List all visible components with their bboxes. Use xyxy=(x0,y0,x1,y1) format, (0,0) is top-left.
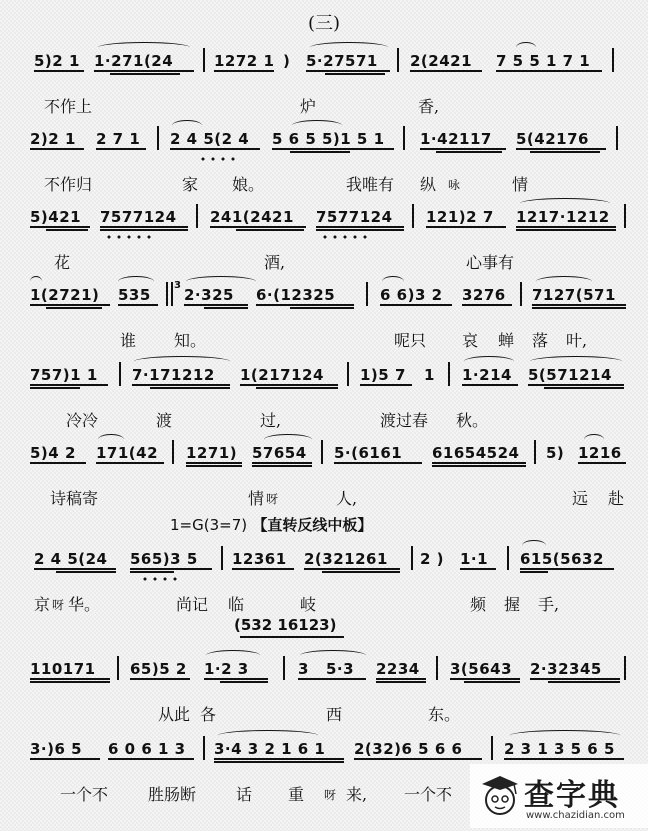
lyric: 蝉 xyxy=(498,331,515,350)
note-group: 2)2 1 xyxy=(30,130,76,148)
bar-line xyxy=(119,362,121,386)
note-group: 5)4 2 xyxy=(30,444,76,462)
scholar-icon xyxy=(478,770,522,822)
lyric: 京 xyxy=(34,595,51,614)
note-group: 535 xyxy=(118,286,151,304)
note-group: 615(5632 xyxy=(520,550,604,568)
note-group: 1216 xyxy=(578,444,622,462)
note-group: 5)2 1 xyxy=(34,52,80,70)
notation-line xyxy=(0,48,648,74)
lyric: 从此 xyxy=(158,705,191,724)
note-group: 5) xyxy=(546,444,565,462)
bracket-notes: (532 16123) xyxy=(234,616,337,634)
note-group: 3(5643 xyxy=(450,660,513,678)
lyric: 握 xyxy=(504,595,521,614)
lyric: 渡 xyxy=(156,411,173,430)
lyric: 华。 xyxy=(68,595,101,614)
note-group: 2 4 5(24 xyxy=(34,550,108,568)
note-group: 5·3 xyxy=(326,660,355,678)
lyric: 不作上 xyxy=(44,97,93,116)
note-group: 3·4 3 2 1 6 1 xyxy=(214,740,326,758)
note-group: 2234 xyxy=(376,660,420,678)
watermark-logo xyxy=(470,764,648,828)
note-group: 5 6 5 5)1 5 1 xyxy=(272,130,385,148)
note-group: 2(2421 xyxy=(410,52,473,70)
note-group: 1(2721) xyxy=(30,286,100,304)
note-group: 7577124 xyxy=(316,208,393,226)
note-group: 65)5 2 xyxy=(130,660,187,678)
lyric: 频 xyxy=(470,595,487,614)
lyric: 谁 xyxy=(120,331,137,350)
lyric: 咏 xyxy=(448,178,461,192)
bar-line xyxy=(491,736,493,760)
watermark-title: 查字典 xyxy=(524,778,620,813)
bar-line xyxy=(172,440,174,464)
staff-system-2 xyxy=(0,126,648,204)
bar-line xyxy=(612,48,614,72)
note-group: 1(217124 xyxy=(240,366,324,384)
lyric: 哀 xyxy=(462,331,479,350)
notation-line xyxy=(0,362,648,388)
notation-line xyxy=(0,736,648,762)
lyric: 各 xyxy=(200,705,217,724)
lyric: 呀 xyxy=(266,492,279,506)
bar-line xyxy=(203,736,205,760)
notation-line xyxy=(0,126,648,152)
note-group: 5)421 xyxy=(30,208,82,226)
note-group: 171(42 xyxy=(96,444,159,462)
bar-line xyxy=(157,126,159,150)
lyric: 落 xyxy=(532,331,549,350)
note-group: 6 6)3 2 xyxy=(380,286,443,304)
watermark-url: www.chazidian.com xyxy=(526,810,625,821)
bar-line xyxy=(448,362,450,386)
lyric: 临 xyxy=(228,595,245,614)
lyric: 赴 xyxy=(608,489,625,508)
bar-line xyxy=(624,204,626,228)
bar-line xyxy=(366,282,368,306)
lyric: 来, xyxy=(346,785,368,804)
lyric: 一个不 xyxy=(60,785,109,804)
note-group: 6 0 6 1 3 xyxy=(108,740,186,758)
lyric: 重 xyxy=(288,785,305,804)
lyric: 叶, xyxy=(566,331,588,350)
bar-line xyxy=(507,546,509,570)
bar-line xyxy=(117,656,119,680)
note-group: 1 xyxy=(424,366,435,384)
note-group: 2 3 1 3 5 6 5 xyxy=(504,740,615,758)
lyric: 呀 xyxy=(52,598,65,612)
note-group: 2(321261 xyxy=(304,550,388,568)
note-group: 2·325 xyxy=(184,286,234,304)
lyric: 诗稿寄 xyxy=(50,489,99,508)
bar-line xyxy=(203,48,205,72)
bar-line xyxy=(616,126,618,150)
note-group: 1·1 xyxy=(460,550,489,568)
lyric: 炉 xyxy=(300,97,317,116)
note-group: 1217·1212 xyxy=(516,208,610,226)
notation-line xyxy=(0,546,648,572)
note-group: 757)1 1 xyxy=(30,366,98,384)
note-group: 110171 xyxy=(30,660,96,678)
note-group: 3·)6 5 xyxy=(30,740,83,758)
note-group: 12361 xyxy=(232,550,287,568)
lyric: 家 xyxy=(182,175,199,194)
lyric: 过, xyxy=(260,411,282,430)
note-group: 7577124 xyxy=(100,208,177,226)
bar-line xyxy=(283,656,285,680)
note-group: 5·(6161 xyxy=(334,444,403,462)
lyric: 手, xyxy=(538,595,560,614)
lyric: 人, xyxy=(336,489,358,508)
lyric: 我唯有 xyxy=(346,175,395,194)
bar-line xyxy=(624,656,626,680)
notation-line xyxy=(0,282,648,308)
note-group: 5(571214 xyxy=(528,366,612,384)
lyric: 冷冷 xyxy=(66,411,99,430)
lyric: 酒, xyxy=(264,253,286,272)
lyric: 呢只 xyxy=(394,331,427,350)
note-group: 3 xyxy=(298,660,309,678)
bar-line xyxy=(321,440,323,464)
bar-line xyxy=(534,440,536,464)
note-group: 1·42117 xyxy=(420,130,492,148)
note-group: 565)3 5 xyxy=(130,550,198,568)
lyric: 花 xyxy=(54,253,71,272)
staff-system-3 xyxy=(0,204,648,282)
lyric: 远 xyxy=(572,489,589,508)
staff-system-6 xyxy=(0,440,648,518)
grace-note: 3 xyxy=(174,280,182,291)
note-group: 2 ) xyxy=(420,550,445,568)
note-group: 6·(12325 xyxy=(256,286,336,304)
note-group: 241(2421 xyxy=(210,208,294,226)
note-group: 1272 1 xyxy=(214,52,275,70)
lyric: 香, xyxy=(418,97,440,116)
lyric: 情 xyxy=(512,175,529,194)
note-group: 5·27571 xyxy=(306,52,378,70)
notation-line xyxy=(0,440,648,466)
note-group: 2 4 5(2 4 xyxy=(170,130,250,148)
lyric: 不作归 xyxy=(44,175,93,194)
tempo-marking: 【直转反线中板】 xyxy=(252,516,373,534)
note-group: 1·271(24 xyxy=(94,52,174,70)
note-group: 7 5 5 1 7 1 xyxy=(496,52,591,70)
note-group: 5(42176 xyxy=(516,130,589,148)
section-title: (三) xyxy=(307,13,341,34)
staff-system-1 xyxy=(0,48,648,126)
note-group: 1·2 3 xyxy=(204,660,249,678)
staff-system-7 xyxy=(0,546,648,624)
note-group: 61654524 xyxy=(432,444,520,462)
note-group: 1271) xyxy=(186,444,238,462)
bar-line xyxy=(403,126,405,150)
staff-system-8 xyxy=(0,656,648,734)
lyric: 西 xyxy=(326,705,343,724)
lyric: 娘。 xyxy=(232,175,265,194)
bar-line xyxy=(166,282,168,306)
bar-line xyxy=(412,204,414,228)
lyric: 知。 xyxy=(174,331,207,350)
lyric: 一个不 xyxy=(404,785,453,804)
note-group: 2 7 1 xyxy=(96,130,141,148)
staff-system-4 xyxy=(0,282,648,360)
note-group: 57654 xyxy=(252,444,307,462)
bar-line xyxy=(196,204,198,228)
lyric: 纵 xyxy=(420,175,437,194)
lyric: 呀 xyxy=(324,788,337,802)
bar-line xyxy=(347,362,349,386)
bar-line xyxy=(436,656,438,680)
bar-line xyxy=(397,48,399,72)
notation-line xyxy=(0,204,648,230)
lyric: 话 xyxy=(236,785,253,804)
note-group: 1)5 7 xyxy=(360,366,406,384)
lyric: 胜肠断 xyxy=(148,785,197,804)
note-group: 1·214 xyxy=(462,366,512,384)
note-group: 2(32)6 5 6 6 xyxy=(354,740,463,758)
note-group: 2·32345 xyxy=(530,660,602,678)
note-group: 3276 xyxy=(462,286,506,304)
bar-line xyxy=(171,282,173,306)
lyric: 岐 xyxy=(300,595,317,614)
lyric: 东。 xyxy=(428,705,461,724)
lyric: 渡过春 xyxy=(380,411,429,430)
note-group: 7·171212 xyxy=(132,366,215,384)
note-group: ) xyxy=(283,52,291,70)
key-signature: 1=G(3=7) 【直转反线中板】 xyxy=(170,516,373,534)
staff-system-5 xyxy=(0,362,648,440)
lyric: 情 xyxy=(248,489,265,508)
notation-line xyxy=(0,656,648,682)
bar-line xyxy=(520,282,522,306)
bar-line xyxy=(221,546,223,570)
lyric: 心事有 xyxy=(466,253,515,272)
note-group: 7127(571 xyxy=(532,286,616,304)
lyric: 秋。 xyxy=(456,411,489,430)
note-group: 121)2 7 xyxy=(426,208,494,226)
lyric: 尚记 xyxy=(176,595,209,614)
bar-line xyxy=(411,546,413,570)
